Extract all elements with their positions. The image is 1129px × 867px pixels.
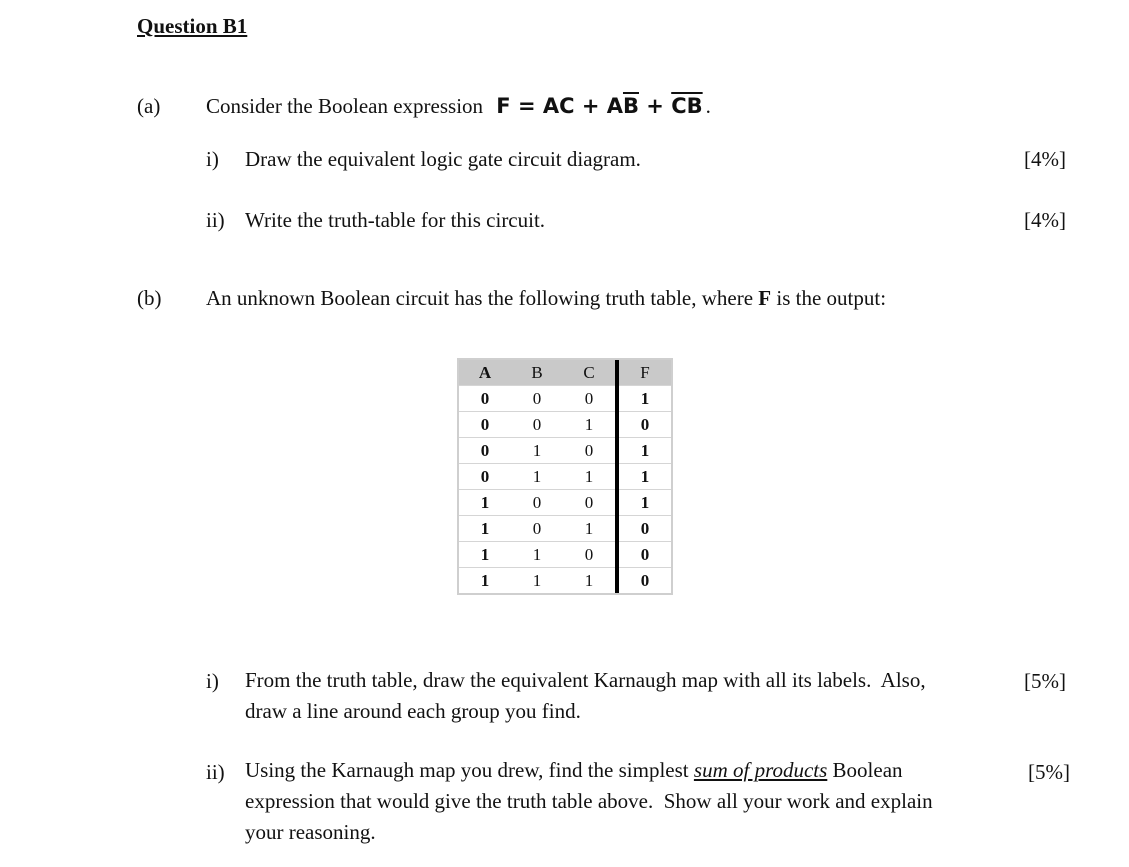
cell-f: 1 [617,464,671,490]
cell-c: 1 [563,516,617,542]
table-row [459,386,671,412]
part-b-item-1-line1: From the truth table, draw the equivalent Karnaugh map with all its labels. Also, [245,668,926,692]
truth-table [457,358,673,595]
expr-period: . [705,94,711,118]
part-a-item-1-text: Draw the equivalent logic gate circuit diagram. [245,147,641,171]
cell-f: 0 [617,412,671,438]
cell-b: 0 [511,412,563,438]
expr-plus: + [639,94,672,118]
header-a: A [459,360,511,386]
part-b-item-1-num: i) [206,669,219,693]
cell-c: 0 [563,490,617,516]
cell-a: 1 [459,516,511,542]
part-b-item-2-line1 [245,755,1015,786]
part-a-intro-text: Consider the Boolean expression [206,94,484,118]
cell-c: 1 [563,464,617,490]
expr-f-ac-a: F = AC + A [496,94,623,118]
cell-c: 1 [563,412,617,438]
cell-c: 0 [563,438,617,464]
part-b-item-1-line2: draw a line around each group you find. [245,699,581,723]
expr-cb-bar: $\overline{CB}$ [671,94,703,118]
part-b-item-1-marks: [5%] [1024,669,1066,693]
header-c: C [563,360,617,386]
part-b-intro-pre: An unknown Boolean circuit has the following truth table, where [206,286,759,310]
part-b-item-2-marks: [5%] [1028,760,1070,784]
header-b: B [511,360,563,386]
cell-a: 0 [459,438,511,464]
cell-f: 1 [617,386,671,412]
cell-b: 1 [511,438,563,464]
part-a-item-2-text: Write the truth-table for this circuit. [245,208,546,232]
part-b-item-1-text [245,665,1005,727]
cell-f: 0 [617,516,671,542]
expr-b-bar: $\overline{B}$ [622,94,639,118]
cell-b: 1 [511,542,563,568]
cell-a: 0 [459,464,511,490]
cell-a: 0 [459,412,511,438]
part-b-intro [206,286,886,311]
part-b-item-2-pre: Using the Karnaugh map you drew, find the simplest [245,758,694,782]
part-b-item-2-line2: expression that would give the truth table above. Show all your work and explain [245,789,933,813]
part-b-item-2-num: ii) [206,760,225,784]
boolean-expression [496,94,702,118]
table-row [459,412,671,438]
cell-b: 0 [511,490,563,516]
part-a-label: (a) [137,94,161,118]
part-b-item-2-line3: your reasoning. [245,820,376,844]
sum-of-products-term: sum of products [693,758,828,782]
part-a-item-2-marks: [4%] [1024,208,1066,232]
cell-b: 0 [511,386,563,412]
cell-b: 1 [532,570,542,590]
question-title: Question B1 [137,14,248,38]
cell-b: 0 [511,516,563,542]
cell-a: 0 [459,386,511,412]
table-row [459,568,671,594]
truth-table-header [459,360,671,386]
cell-f: 0 [617,542,671,568]
part-a-item-2-num: ii) [206,208,225,232]
table-row [459,490,671,516]
cell-a: 1 [480,570,490,590]
part-a-intro [206,94,711,119]
part-a-item-1-marks: [4%] [1024,147,1066,171]
table-row [459,464,671,490]
part-b-item-2-post: Boolean [827,758,903,782]
table-row [459,542,671,568]
cell-a: 1 [459,490,511,516]
cell-c: 0 [563,542,617,568]
part-b-intro-output: F [758,286,772,310]
cell-f: 1 [617,438,671,464]
table-row [459,516,671,542]
cell-f: 1 [617,490,671,516]
table-row [459,438,671,464]
cell-f: 0 [640,570,650,590]
cell-c: 1 [563,568,617,594]
header-f: F [617,360,671,386]
part-b-item-2-text [245,755,1015,848]
part-b-intro-post: is the output: [771,286,887,310]
cell-b: 1 [511,464,563,490]
part-a-item-1-num: i) [206,147,219,171]
cell-c: 0 [563,386,617,412]
part-b-label: (b) [137,286,162,310]
cell-a: 1 [459,542,511,568]
